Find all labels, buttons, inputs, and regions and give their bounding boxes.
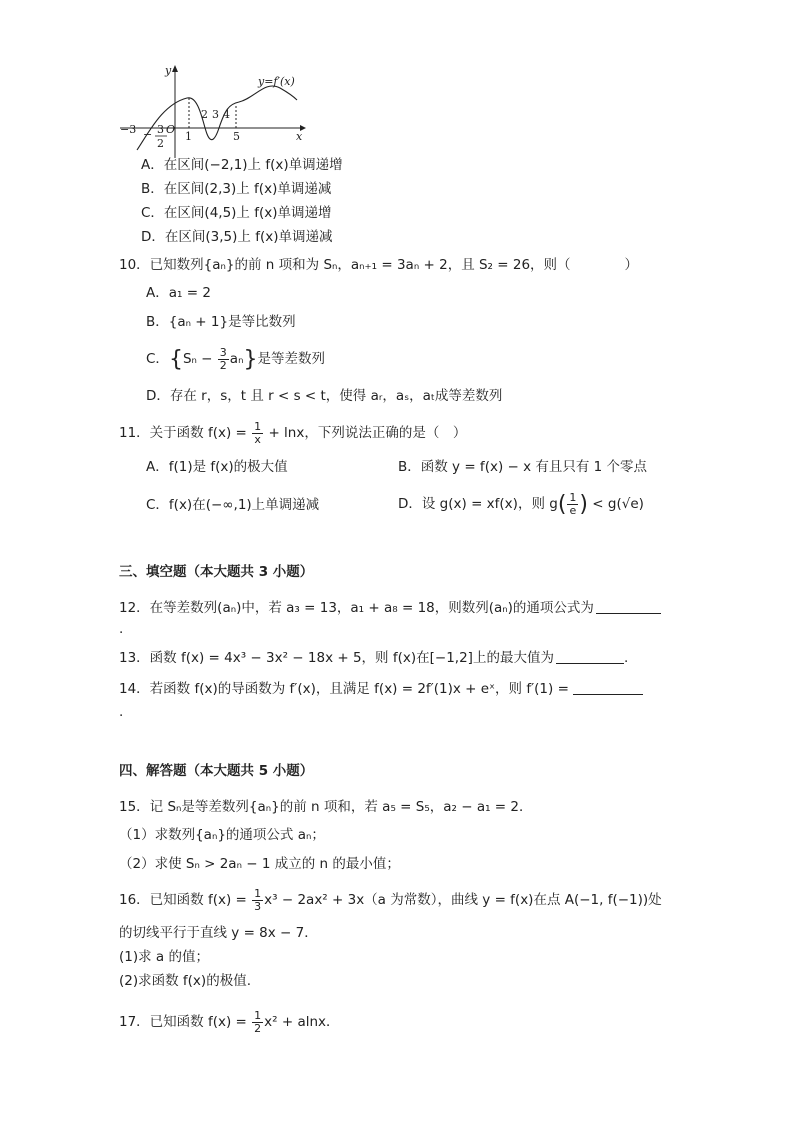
section-4-heading: 四、解答题（本大题共 5 小题）: [119, 763, 314, 779]
q11-stem-fraction: $\frac{1}{x}$: [254, 419, 262, 446]
q13-stem: 13．函数 f(x) = 4x³ − 3x² − 18x + 5，则 f(x)在[−1,2]上的最大值为: [119, 650, 554, 666]
q11-stem: [119, 418, 466, 448]
q16-part-1: (1)求 a 的值；: [119, 949, 209, 965]
q16-stem: [119, 885, 662, 915]
tick-label-frac-den: 2: [157, 137, 164, 150]
q10-option-c-expr-left: Sₙ −: [182, 351, 213, 367]
tick-label-neg3: −3: [120, 123, 137, 136]
q13-answer-blank[interactable]: [556, 649, 624, 664]
q12-stem: 12．在等差数列(aₙ)中，若 a₃ = 13，a₁ + a₈ = 18，则数列(aₙ)的通项公式为: [119, 600, 594, 616]
q10-option-c-expr-right: aₙ: [229, 351, 244, 367]
q15-stem: 15．记 Sₙ是等差数列{aₙ}的前 n 项和，若 a₅ = S₅，a₂ − a₁ = 2．: [119, 799, 533, 815]
q15-part-2: （2）求使 Sₙ > 2aₙ − 1 成立的 n 的最小值；: [119, 856, 400, 872]
q10-option-c-suffix: 是等差数列: [257, 351, 325, 367]
derivative-graph: [115, 62, 315, 162]
tick-label-4: 4: [223, 108, 230, 121]
q13-text: [119, 648, 628, 668]
q10-option-d: D．存在 r，s，t 且 r < s < t，使得 aᵣ，aₛ，aₜ成等差数列: [146, 388, 503, 404]
q11-option-d-prefix: D．设 g(x) = xf(x)，则 g: [398, 496, 558, 512]
q16-stem-line-2: 的切线平行于直线 y = 8x − 7．: [119, 925, 318, 941]
q9-option-a: A．在区间(−2,1)上 f(x)单调递增: [141, 157, 343, 173]
q17-stem: [119, 1007, 340, 1037]
curve-label: y=f′(x): [258, 75, 295, 88]
q17-stem-suffix: x² + alnx．: [264, 1014, 340, 1030]
q11-option-d-suffix: < g(√e): [592, 496, 644, 512]
q11-option-d: [398, 489, 644, 520]
y-axis-arrow-icon: [172, 65, 178, 72]
q10-option-c-brace-open: {: [168, 347, 183, 372]
section-3-heading: 三、填空题（本大题共 3 小题）: [119, 564, 314, 580]
q14-stem: 14．若函数 f(x)的导函数为 f′(x)，且满足 f(x) = 2f′(1)x + eˣ，则 f′(1) =: [119, 681, 569, 697]
q9-option-b: B．在区间(2,3)上 f(x)单调递减: [141, 181, 332, 197]
q12-tail: .: [119, 621, 124, 637]
q16-part-2: (2)求函数 f(x)的极值.: [119, 973, 251, 989]
q11-stem-suffix: + lnx，下列说法正确的是（ ）: [268, 425, 467, 441]
q10-option-b: B．{aₙ + 1}是等比数列: [146, 314, 296, 330]
tick-label-frac-num: 3: [157, 123, 164, 136]
q14-text: [119, 679, 643, 699]
tick-label-3: 3: [212, 108, 219, 121]
y-axis-label: y: [165, 64, 172, 77]
x-axis-label: x: [296, 130, 303, 143]
q16-stem-suffix: x³ − 2ax² + 3x（a 为常数），曲线 y = f(x)在点 A(−1, f(−1))处: [264, 892, 662, 908]
tick-label-1: 1: [185, 130, 192, 143]
q12-answer-blank[interactable]: [596, 599, 661, 614]
origin-label: O: [166, 123, 176, 136]
q10-stem: 10．已知数列{aₙ}的前 n 项和为 Sₙ，aₙ₊₁ = 3aₙ + 2，且 S₂ = 26，则（ ）: [119, 257, 639, 273]
q11-stem-prefix: 11．关于函数 f(x) =: [119, 425, 247, 441]
q11-option-d-fraction: $\frac{1}{e}$: [569, 490, 577, 517]
q11-option-c: C．f(x)在(−∞,1)上单调递减: [146, 497, 320, 513]
q15-part-1: （1）求数列{aₙ}的通项公式 aₙ；: [119, 827, 325, 843]
q13-tail: .: [623, 650, 629, 666]
q9-option-c: C．在区间(4,5)上 f(x)单调递增: [141, 205, 332, 221]
q11-option-d-paren-open: (: [557, 492, 567, 517]
q10-option-c-fraction: $\frac{3}{2}$: [219, 345, 227, 372]
q10-option-c: [146, 344, 325, 375]
q16-stem-prefix: 16．已知函数 f(x) =: [119, 892, 247, 908]
q16-stem-fraction: $\frac{1}{3}$: [254, 886, 262, 913]
tick-label-2: 2: [201, 108, 208, 121]
tick-label-5: 5: [233, 130, 240, 143]
q14-tail: .: [119, 704, 124, 720]
q10-option-a: A．a₁ = 2: [146, 285, 211, 301]
q11-option-b: B．函数 y = f(x) − x 有且只有 1 个零点: [398, 459, 648, 475]
q12-text: [119, 598, 661, 618]
q17-stem-prefix: 17．已知函数 f(x) =: [119, 1014, 247, 1030]
q10-option-c-prefix: C．: [146, 351, 169, 367]
q17-stem-fraction: $\frac{1}{2}$: [254, 1008, 262, 1035]
q14-answer-blank[interactable]: [573, 680, 643, 695]
q10-option-c-brace-close: }: [243, 347, 258, 372]
q9-option-d: D．在区间(3,5)上 f(x)单调递减: [141, 229, 333, 245]
q11-option-a: A．f(1)是 f(x)的极大值: [146, 459, 288, 475]
tick-label-neg-sign: −: [143, 128, 153, 141]
q11-option-d-paren-close: ): [579, 492, 588, 517]
